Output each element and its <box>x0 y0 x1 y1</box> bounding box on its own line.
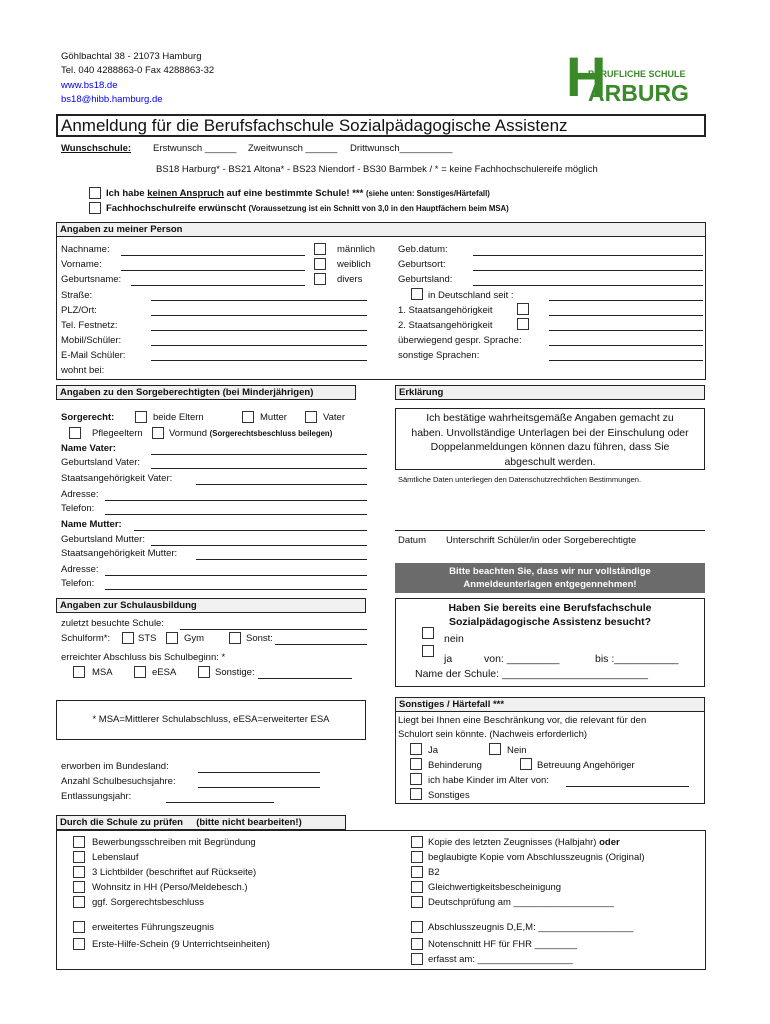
school-options: BS18 Harburg* - BS21 Altona* - BS23 Niendorf - BS30 Barmbek / * = keine Fachhochschulereife möglich <box>156 164 598 175</box>
other-hardship-label: Sonstiges <box>428 790 470 801</box>
fhr-checkbox[interactable] <box>89 202 101 214</box>
mother-checkbox[interactable] <box>242 411 254 423</box>
in-germany-checkbox[interactable] <box>411 288 423 300</box>
mobile-label: Mobil/Schüler: <box>61 335 122 346</box>
father-label: Vater <box>323 412 346 423</box>
years-field[interactable] <box>198 787 320 788</box>
declaration-box <box>395 408 705 470</box>
street-label: Straße: <box>61 290 93 301</box>
hardship-yes-checkbox[interactable] <box>410 743 422 755</box>
declaration-line-1: Ich bestätige wahrheitsgemäße Angaben gemacht zu <box>426 412 674 424</box>
previous-yes-label: ja <box>444 653 453 665</box>
hardship-text-1: Liegt bei Ihnen eine Beschränkung vor, die relevant für den <box>398 715 647 726</box>
degree-footnote: * MSA=Mittlerer Schulabschluss, eESA=erweiterter ESA <box>92 714 330 725</box>
hardship-text-2: Schulort sein könnte. (Nachweis erforderlich) <box>398 729 588 740</box>
hardship-header: Sonstiges / Härtefall *** <box>395 697 705 712</box>
other-school-checkbox[interactable] <box>229 632 241 644</box>
mother-nat-field[interactable] <box>196 559 367 560</box>
leave-year-label: Entlassungsjahr: <box>61 791 132 802</box>
in-germany-field[interactable] <box>549 300 703 301</box>
guardian-label: Vormund (Sorgerechtsbeschluss beilegen) <box>169 428 333 439</box>
mother-country-label: Geburtsland Mutter: <box>61 534 145 545</box>
nationality1-field[interactable] <box>549 315 703 316</box>
foster-label: Pflegeeltern <box>92 428 143 439</box>
phone-line: Tel. 040 4288863-0 Fax 4288863-32 <box>61 65 215 76</box>
b2-label: B2 <box>428 867 440 878</box>
other-school-label: Sonst: <box>246 633 273 644</box>
msa-checkbox[interactable] <box>73 666 85 678</box>
father-name-label: Name Vater: <box>61 443 116 454</box>
check-first-aid[interactable] <box>73 938 85 950</box>
care-checkbox[interactable] <box>520 758 532 770</box>
other-degree-label: Sonstige: <box>215 667 255 678</box>
person-header: Angaben zu meiner Person <box>56 222 706 237</box>
firstname-field[interactable] <box>121 270 305 271</box>
email-field[interactable] <box>151 360 367 361</box>
declaration-line-4: abgeschult werden. <box>504 455 596 468</box>
wish-second: Zweitwunsch ______ <box>248 143 338 154</box>
years-label: Anzahl Schulbesuchsjahre: <box>61 776 176 787</box>
father-country-label: Geburtsland Vater: <box>61 457 141 468</box>
website-link[interactable]: www.bs18.de <box>61 80 118 91</box>
report-copy-label: Kopie des letzten Zeugnisses (Halbjahr) oder <box>428 837 620 848</box>
german-test-label: Deutschprüfung am ___________________ <box>428 897 614 908</box>
lives-with-label: wohnt bei: <box>61 365 105 376</box>
landline-label: Tel. Festnetz: <box>61 320 118 331</box>
email-link[interactable]: bs18@hibb.hamburg.de <box>61 94 163 105</box>
check-certified-copy[interactable] <box>411 851 423 863</box>
signature-line[interactable] <box>395 530 705 531</box>
disability-label: Behinderung <box>428 760 482 771</box>
gym-label: Gym <box>184 633 205 644</box>
check-german-test[interactable] <box>411 896 423 908</box>
nationality2-checkbox[interactable] <box>517 318 529 330</box>
male-checkbox[interactable] <box>314 243 326 255</box>
other-hardship-checkbox[interactable] <box>410 788 422 800</box>
wish-third: Drittwunsch__________ <box>350 143 453 154</box>
hardship-no-label: Nein <box>507 745 527 756</box>
check-equivalence[interactable] <box>411 881 423 893</box>
cv-label: Lebenslauf <box>92 852 139 863</box>
check-recorded[interactable] <box>411 953 423 965</box>
street-field[interactable] <box>151 300 367 301</box>
school-logo <box>566 45 689 108</box>
other-degree-checkbox[interactable] <box>198 666 210 678</box>
notice-line-2: Anmeldeunterlagen entgegennehmen! <box>463 579 637 590</box>
last-school-field[interactable] <box>180 629 367 630</box>
both-parents-checkbox[interactable] <box>135 411 147 423</box>
birthcountry-label: Geburtsland: <box>398 274 453 285</box>
diverse-label: divers <box>337 274 363 285</box>
birthdate-label: Geb.datum: <box>398 244 448 255</box>
mother-label: Mutter <box>260 412 287 423</box>
degree-label: erreichter Abschluss bis Schulbeginn: * <box>61 652 226 663</box>
previous-no-label: nein <box>444 633 464 645</box>
custody-label: Sorgerecht: <box>61 412 115 423</box>
check-cv[interactable] <box>73 851 85 863</box>
mother-name-field[interactable] <box>134 530 367 531</box>
check-b2[interactable] <box>411 866 423 878</box>
logo-h: H <box>566 45 607 108</box>
language-label: überwiegend gespr. Sprache: <box>398 335 522 346</box>
guardian-checkbox[interactable] <box>152 427 164 439</box>
equivalence-label: Gleichwertigkeitsbescheinigung <box>428 882 562 893</box>
conduct-label: erweitertes Führungszeugnis <box>92 922 214 933</box>
previous-school-name[interactable]: Name der Schule: _________________________ <box>415 668 648 680</box>
last-school-label: zuletzt besuchte Schule: <box>61 618 164 629</box>
email-label: E-Mail Schüler: <box>61 350 126 361</box>
lastname-field[interactable] <box>121 255 305 256</box>
notice-box <box>395 563 705 593</box>
in-germany-label: in Deutschland seit : <box>428 290 514 301</box>
check-report-copy[interactable] <box>411 836 423 848</box>
photos-label: 3 Lichtbilder (beschriftet auf Rückseite) <box>92 867 257 878</box>
no-claim-checkbox[interactable] <box>89 187 101 199</box>
page-title: Anmeldung für die Berufsfachschule Sozialpädagogische Assistenz <box>56 114 706 137</box>
nationality2-label: 2. Staatsangehörigkeit <box>398 320 493 331</box>
person-section <box>56 237 706 380</box>
school-type-label: Schulform*: <box>61 633 111 644</box>
zip-city-label: PLZ/Ort: <box>61 305 97 316</box>
custody-doc-label: ggf. Sorgerechtsbeschluss <box>92 897 204 908</box>
msa-label: MSA <box>92 667 113 678</box>
sts-checkbox[interactable] <box>122 632 134 644</box>
check-custody[interactable] <box>73 896 85 908</box>
previous-question-2: Sozialpädagogische Assistenz besucht? <box>448 616 652 628</box>
phone1-field[interactable] <box>105 514 367 515</box>
father-nat-field[interactable] <box>196 484 367 485</box>
state-field[interactable] <box>198 772 320 773</box>
language-field[interactable] <box>549 345 703 346</box>
state-label: erworben im Bundesland: <box>61 761 169 772</box>
address1-field[interactable] <box>105 500 367 501</box>
foster-checkbox[interactable] <box>69 427 81 439</box>
birthname-field[interactable] <box>131 285 305 286</box>
recorded-label: erfasst am: __________________ <box>428 954 573 965</box>
female-checkbox[interactable] <box>314 258 326 270</box>
other-degree-field[interactable] <box>258 678 352 679</box>
birthplace-field[interactable] <box>473 270 703 271</box>
check-photos[interactable] <box>73 866 85 878</box>
declaration-line-2: haben. Unvollständige Unterlagen bei der Einschulung oder <box>411 426 689 439</box>
birthname-label: Geburtsname: <box>61 274 122 285</box>
final-grades-label: Abschlusszeugnis D,E,M: __________________ <box>428 922 634 933</box>
address1-label: Adresse: <box>61 489 99 500</box>
both-parents-label: beide Eltern <box>153 412 204 423</box>
children-checkbox[interactable] <box>410 773 422 785</box>
address-line: Göhlbachtal 38 - 21073 Hamburg <box>61 51 202 62</box>
birthcountry-field[interactable] <box>473 285 703 286</box>
first-aid-label: Erste-Hilfe-Schein (9 Unterrichtseinheiten) <box>92 939 270 950</box>
eesa-label: eESA <box>152 667 177 678</box>
check-final-grades[interactable] <box>411 921 423 933</box>
firstname-label: Vorname: <box>61 259 102 270</box>
mother-name-label: Name Mutter: <box>61 519 122 530</box>
education-header: Angaben zur Schulausbildung <box>56 598 366 613</box>
gym-checkbox[interactable] <box>166 632 178 644</box>
previous-yes-checkbox[interactable] <box>422 645 434 657</box>
children-age-field[interactable] <box>566 786 689 787</box>
sts-label: STS <box>138 633 157 644</box>
address2-label: Adresse: <box>61 564 99 575</box>
lastname-label: Nachname: <box>61 244 110 255</box>
disability-checkbox[interactable] <box>410 758 422 770</box>
check-residence[interactable] <box>73 881 85 893</box>
certified-copy-label: beglaubigte Kopie vom Abschlusszeugnis (Original) <box>428 852 645 863</box>
eesa-checkbox[interactable] <box>134 666 146 678</box>
other-languages-label: sonstige Sprachen: <box>398 350 480 361</box>
nationality1-checkbox[interactable] <box>517 303 529 315</box>
degree-footnote-box <box>56 700 366 740</box>
father-checkbox[interactable] <box>305 411 317 423</box>
mobile-field[interactable] <box>151 345 367 346</box>
grade-average-label: Notenschnitt HF für FHR ________ <box>428 939 577 950</box>
nationality2-field[interactable] <box>549 330 703 331</box>
hardship-yes-label: Ja <box>428 745 439 756</box>
wish-label: Wunschschule: <box>61 143 132 154</box>
signature-label: Unterschrift Schüler/in oder Sorgeberechtigte <box>446 535 637 546</box>
declaration-header: Erklärung <box>395 385 705 400</box>
privacy-note: Sämtliche Daten unterliegen den Datenschutzrechtlichen Bestimmungen. <box>398 475 642 484</box>
school-check-header: Durch die Schule zu prüfen (bitte nicht bearbeiten!) <box>56 815 346 830</box>
phone1-label: Telefon: <box>61 503 95 514</box>
father-name-field[interactable] <box>151 454 367 455</box>
previous-to[interactable]: bis :___________ <box>595 653 679 665</box>
birthdate-field[interactable] <box>473 255 703 256</box>
children-label: ich habe Kinder im Alter von: <box>428 775 549 786</box>
female-label: weiblich <box>337 259 371 270</box>
phone2-field[interactable] <box>105 589 367 590</box>
hardship-no-checkbox[interactable] <box>489 743 501 755</box>
check-cover-letter[interactable] <box>73 836 85 848</box>
wish-first: Erstwunsch ______ <box>153 143 237 154</box>
father-nat-label: Staatsangehörigkeit Vater: <box>61 473 173 484</box>
mother-country-field[interactable] <box>151 545 367 546</box>
care-label: Betreuung Angehöriger <box>537 760 635 771</box>
phone2-label: Telefon: <box>61 578 95 589</box>
landline-field[interactable] <box>151 330 367 331</box>
leave-year-field[interactable] <box>166 802 274 803</box>
fhr-text: Fachhochschulreife erwünscht (Voraussetzung ist ein Schnitt von 3,0 in den Hauptfächern beim MSA) <box>106 203 509 214</box>
zip-city-field[interactable] <box>151 315 367 316</box>
birthplace-label: Geburtsort: <box>398 259 446 270</box>
address2-field[interactable] <box>105 575 367 576</box>
logo-main-text: ARBURG <box>588 80 689 106</box>
date-label: Datum <box>398 535 426 546</box>
check-conduct[interactable] <box>73 921 85 933</box>
male-label: männlich <box>337 244 376 255</box>
previous-no-checkbox[interactable] <box>422 627 434 639</box>
guardians-header: Angaben zu den Sorgeberechtigten (bei Minderjährigen) <box>56 385 356 400</box>
other-school-field[interactable] <box>275 644 367 645</box>
father-country-field[interactable] <box>151 468 367 469</box>
declaration-line-3: Doppelanmeldungen können dazu führen, dass Sie <box>430 441 670 453</box>
logo-top-text: BERUFLICHE SCHULE <box>588 69 686 79</box>
previous-question-1: Haben Sie bereits eine Berufsfachschule <box>448 602 652 614</box>
notice-line-1: Bitte beachten Sie, dass wir nur vollständige <box>449 566 651 577</box>
nationality1-label: 1. Staatsangehörigkeit <box>398 305 493 316</box>
no-claim-text: Ich habe keinen Anspruch auf eine bestimmte Schule! *** (siehe unten: Sonstiges/Härtefall) <box>106 188 490 199</box>
previous-from[interactable]: von: _________ <box>484 653 560 665</box>
cover-letter-label: Bewerbungsschreiben mit Begründung <box>92 837 256 848</box>
other-languages-field[interactable] <box>549 360 703 361</box>
diverse-checkbox[interactable] <box>314 273 326 285</box>
check-grade-average[interactable] <box>411 938 423 950</box>
residence-label: Wohnsitz in HH (Perso/Meldebesch.) <box>92 882 248 893</box>
mother-nat-label: Staatsangehörigkeit Mutter: <box>61 548 178 559</box>
